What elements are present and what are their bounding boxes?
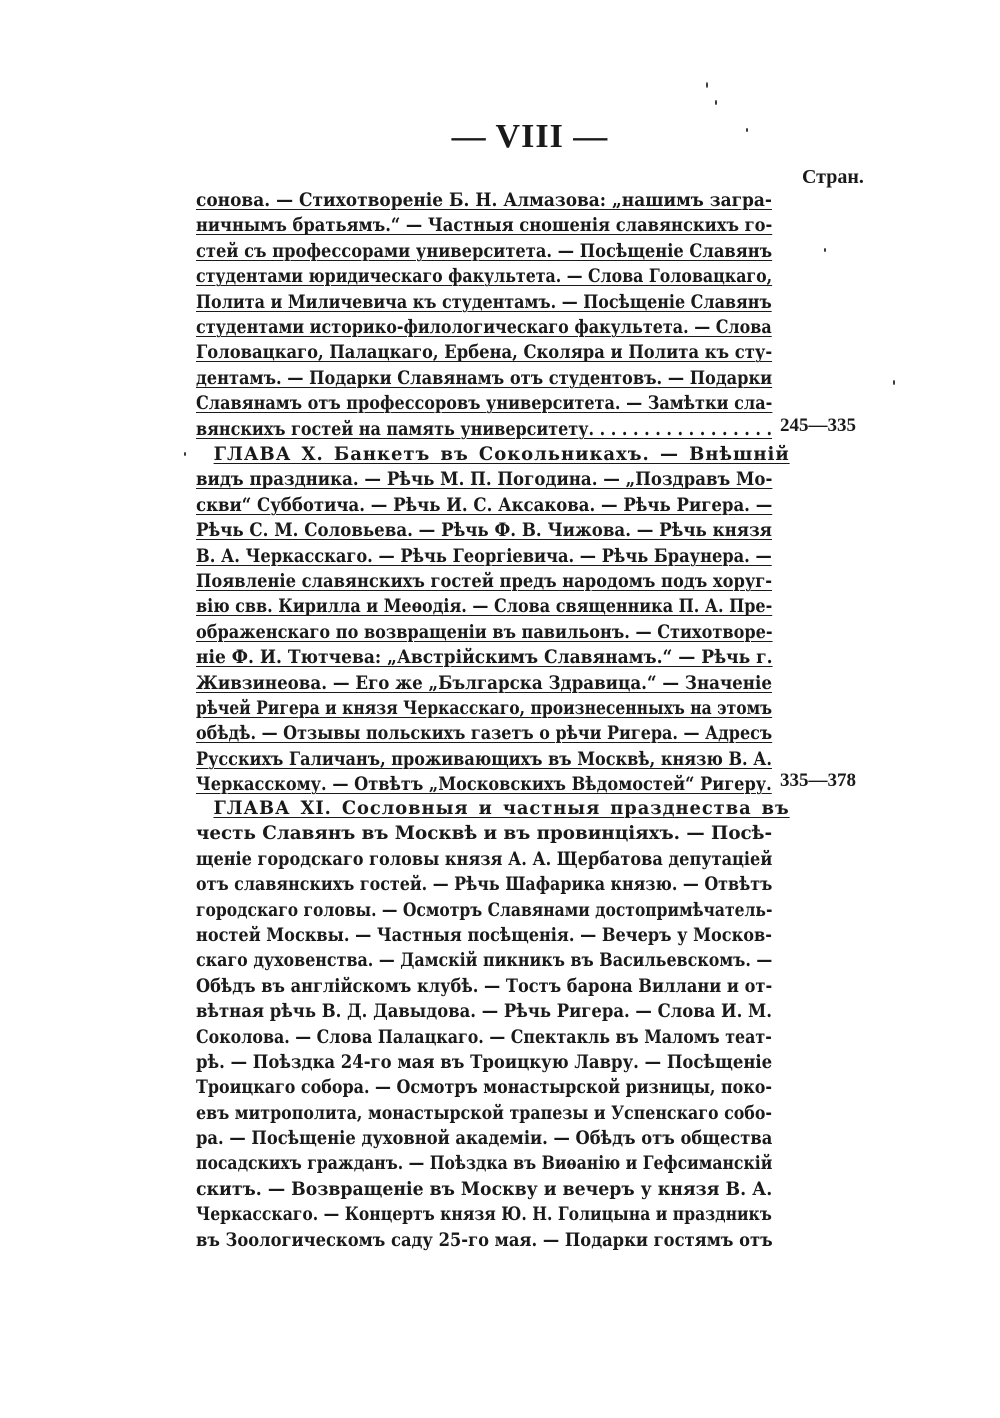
toc-line: обѣдѣ. — Отзывы польскихъ газетъ о рѣчи Ригера. — Адресъ xyxy=(196,723,773,745)
toc-line: скаго духовенства. — Дамскій пикникъ въ Васильевскомъ. — xyxy=(196,950,773,972)
scan-speck xyxy=(184,452,186,456)
toc-line: Полита и Миличевича къ студентамъ. — Посѣщеніе Славянъ xyxy=(196,291,772,313)
page-range: 245—335 xyxy=(780,415,856,436)
toc-line: въ Зоологическомъ саду 25-го мая. — Подарки гостямъ отъ xyxy=(196,1229,773,1251)
toc-line: видъ праздника. — Рѣчь М. П. Погодина. — „Поздравъ Мо- xyxy=(196,469,773,491)
toc-line: студентами юридическаго факультета. — Слова Головацкаго, xyxy=(196,266,773,288)
page-range: 335—378 xyxy=(780,770,856,791)
toc-line: Славянамъ отъ профессоровъ университета. — Замѣтки сла- xyxy=(196,393,773,415)
toc-line: ображенскаго по возвращеніи въ павильонъ. — Стихотворе- xyxy=(196,621,773,643)
toc-entry-chapter-9-continued xyxy=(196,188,772,442)
toc-line: Головацкаго, Палацкаго, Ербена, Сколяра и Полита къ сту- xyxy=(196,342,773,364)
toc-line: Троицкаго собора. — Осмотръ монастырской ризницы, поко- xyxy=(196,1077,773,1099)
scan-speck xyxy=(893,380,895,385)
toc-line: ничнымъ братьямъ.“ — Частныя сношенія славянскихъ го- xyxy=(196,215,773,237)
scan-speck xyxy=(706,82,708,88)
toc-line: Соколова. — Слова Палацкаго. — Спектакль въ Маломъ теат- xyxy=(196,1026,772,1048)
toc-line: дентамъ. — Подарки Славянамъ отъ студентовъ. — Подарки xyxy=(196,367,773,389)
toc-line: сонова. — Стихотвореніе Б. Н. Алмазова: „нашимъ загра- xyxy=(196,190,772,211)
chapter-heading: ГЛАВА Х. Банкетъ въ Сокольникахъ. — Внѣшній xyxy=(213,444,790,465)
scan-speck xyxy=(715,100,717,105)
toc-line: рѣчей Ригера и князя Черкасскаго, произнесенныхъ на этомъ xyxy=(196,697,773,719)
toc-line: евъ митрополита, монастырской трапезы и Успенскаго собо- xyxy=(196,1102,773,1124)
page-column-header: Стран. xyxy=(802,166,864,188)
toc-line: Обѣдъ въ англійскомъ клубѣ. — Тостъ барона Виллани и от- xyxy=(196,975,773,997)
scan-speck xyxy=(746,128,748,132)
page-number: — VIII — xyxy=(451,118,609,155)
toc-line: вію свв. Кирилла и Меѳодія. — Слова священника П. А. Пре- xyxy=(196,596,773,618)
chapter-heading: ГЛАВА XI. Сословныя и частныя празднества въ xyxy=(213,798,790,819)
toc-line: отъ славянскихъ гостей. — Рѣчь Шафарика князю. — Отвѣтъ xyxy=(196,874,773,896)
scan-speck xyxy=(824,248,826,252)
toc-line: посадскихъ гражданъ. — Поѣздка въ Виѳанію и Гефсиманскій xyxy=(196,1153,773,1175)
toc-line: Рѣчь С. М. Соловьева. — Рѣчь Ф. В. Чижова. — Рѣчь князя xyxy=(196,520,772,542)
toc-line: Черкасскому. — Отвѣтъ „Московскихъ Вѣдомостей“ Ригеру. xyxy=(196,774,772,796)
toc-line: ностей Москвы. — Частныя посѣщенія. — Вечеръ у Москов- xyxy=(196,924,772,946)
toc-line: Русскихъ Галичанъ, проживающихъ въ Москвѣ, князю В. А. xyxy=(196,748,772,770)
toc-line: вянскихъ гостей на память университету. . . . . . . . . . . . . . . . . xyxy=(196,418,773,440)
toc-line: Черкасскаго. — Концертъ князя Ю. Н. Голицына и праздникъ xyxy=(196,1204,772,1226)
toc-line: рѣ. — Поѣздка 24-го мая въ Троицкую Лавру. — Посѣщеніе xyxy=(196,1051,773,1073)
toc-line: Живзинеова. — Его же „Българска Здравица.“ — Значеніе xyxy=(196,672,772,694)
toc-line: стей съ профессорами университета. — Посѣщеніе Славянъ xyxy=(196,240,773,262)
toc-line: скви“ Субботича. — Рѣчь И. С. Аксакова. — Рѣчь Ригера. — xyxy=(196,494,773,516)
toc-line: В. А. Черкасскаго. — Рѣчь Георгіевича. — Рѣчь Браунера. — xyxy=(196,545,772,567)
toc-line: городскаго головы. — Осмотръ Славянами достопримѣчатель- xyxy=(196,899,773,921)
toc-line: скитъ. — Возвращеніе въ Москву и вечеръ у князя В. А. xyxy=(196,1178,773,1200)
toc-line: ніе Ф. И. Тютчева: „Австрійскимъ Славянамъ.“ — Рѣчь г. xyxy=(196,647,773,669)
toc-line: щеніе городскаго головы князя А. А. Щербатова депутаціей xyxy=(196,848,773,870)
toc-line: честь Славянъ въ Москвѣ и въ провинціяхъ. — Посѣ- xyxy=(196,823,773,845)
toc-line: студентами историко-филологическаго факультета. — Слова xyxy=(196,316,772,338)
toc-line: вѣтная рѣчь В. Д. Давыдова. — Рѣчь Ригера. — Слова И. М. xyxy=(196,1001,772,1023)
toc-line: Появленіе славянскихъ гостей предъ народомъ подъ хоруг- xyxy=(196,570,773,592)
toc-line: ра. — Посѣщеніе духовной академіи. — Обѣдъ отъ общества xyxy=(196,1128,773,1150)
toc-entry-chapter-10 xyxy=(196,442,790,797)
toc-entry-chapter-11 xyxy=(196,796,790,1253)
